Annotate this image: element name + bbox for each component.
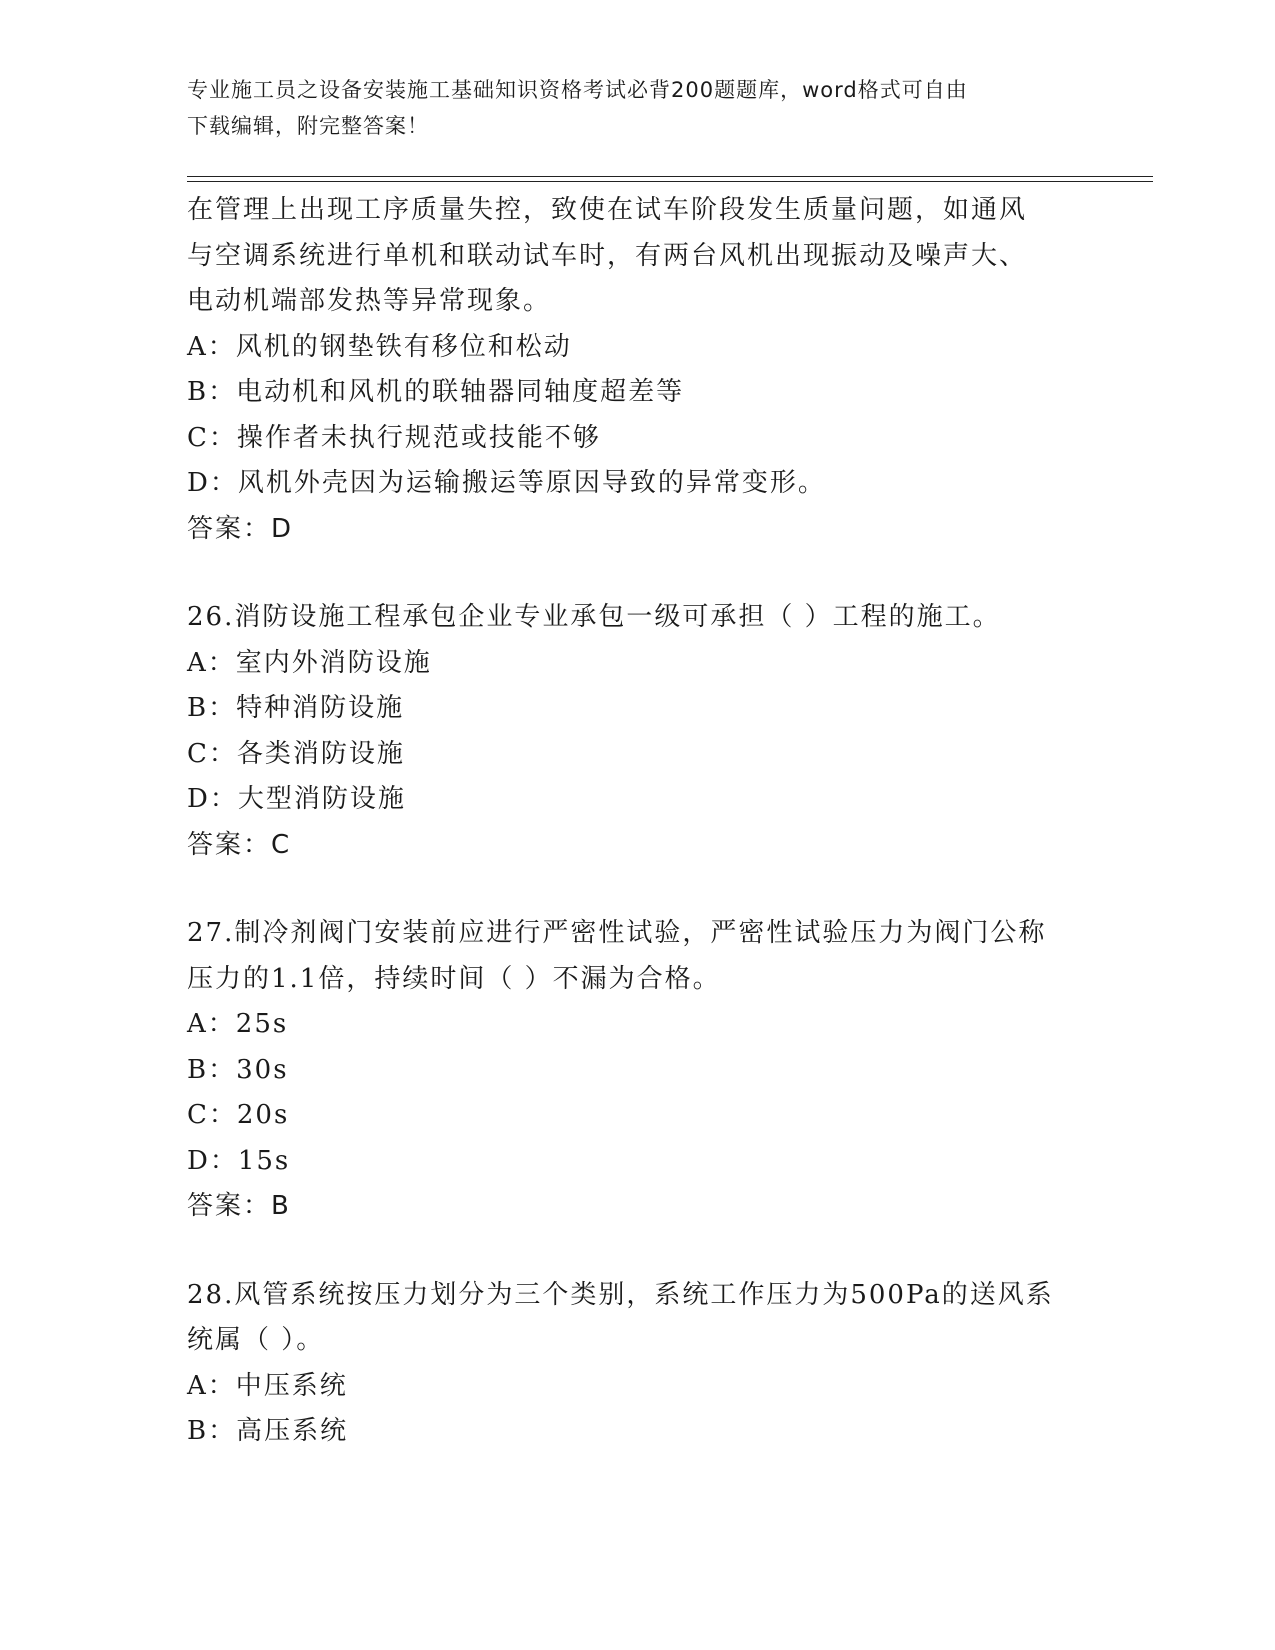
option-b: B：30s bbox=[187, 1054, 289, 1085]
option-a: A：风机的钢垫铁有移位和松动 bbox=[187, 331, 572, 362]
question-stem-line: 压力的1.1倍，持续时间（ ）不漏为合格。 bbox=[187, 963, 721, 994]
header-rule-top bbox=[187, 176, 1153, 177]
document-header bbox=[187, 72, 1067, 144]
question-26 bbox=[187, 595, 1087, 868]
question-spacer bbox=[187, 552, 1087, 595]
option-b: B：电动机和风机的联轴器同轴度超差等 bbox=[187, 377, 685, 407]
question-25 bbox=[187, 188, 1087, 552]
option-b: B：高压系统 bbox=[187, 1416, 349, 1446]
option-a: A：室内外消防设施 bbox=[187, 647, 432, 678]
question-spacer bbox=[187, 868, 1087, 911]
question-27 bbox=[187, 911, 1087, 1230]
question-stem-line: 26.消防设施工程承包企业专业承包一级可承担（ ）工程的施工。 bbox=[187, 602, 1001, 632]
option-a: A：25s bbox=[187, 1009, 289, 1039]
answer-line: 答案：C bbox=[187, 829, 292, 860]
question-stem-line: 27.制冷剂阀门安装前应进行严密性试验，严密性试验压力为阀门公称 bbox=[187, 918, 1047, 948]
option-d: D：风机外壳因为运输搬运等原因导致的异常变形。 bbox=[187, 468, 826, 498]
question-list bbox=[187, 188, 1087, 1455]
answer-line: 答案：D bbox=[187, 513, 294, 544]
option-b: B：特种消防设施 bbox=[187, 693, 405, 723]
option-d: D：15s bbox=[187, 1145, 291, 1176]
header-rule-bottom bbox=[187, 181, 1153, 182]
header-line-2: 下载编辑，附完整答案！ bbox=[187, 114, 429, 138]
question-stem-line: 电动机端部发热等异常现象。 bbox=[187, 286, 552, 316]
option-c: C：操作者未执行规范或技能不够 bbox=[187, 422, 601, 453]
option-d: D：大型消防设施 bbox=[187, 784, 406, 814]
option-c: C：各类消防设施 bbox=[187, 738, 405, 769]
option-c: C：20s bbox=[187, 1100, 290, 1130]
question-stem-line: 28.风管系统按压力划分为三个类别，系统工作压力为500Pa的送风系 bbox=[187, 1279, 1054, 1310]
question-stem-line: 在管理上出现工序质量失控，致使在试车阶段发生质量问题，如通风 bbox=[187, 195, 1028, 225]
question-spacer bbox=[187, 1230, 1087, 1273]
question-stem-line: 与空调系统进行单机和联动试车时，有两台风机出现振动及噪声大、 bbox=[187, 240, 1028, 271]
answer-line: 答案：B bbox=[187, 1191, 291, 1221]
header-line-1: 专业施工员之设备安装施工基础知识资格考试必背200题题库，word格式可自由 bbox=[187, 78, 968, 102]
question-stem-line: 统属（ ）。 bbox=[187, 1325, 325, 1355]
question-28 bbox=[187, 1273, 1087, 1455]
option-a: A：中压系统 bbox=[187, 1370, 348, 1401]
